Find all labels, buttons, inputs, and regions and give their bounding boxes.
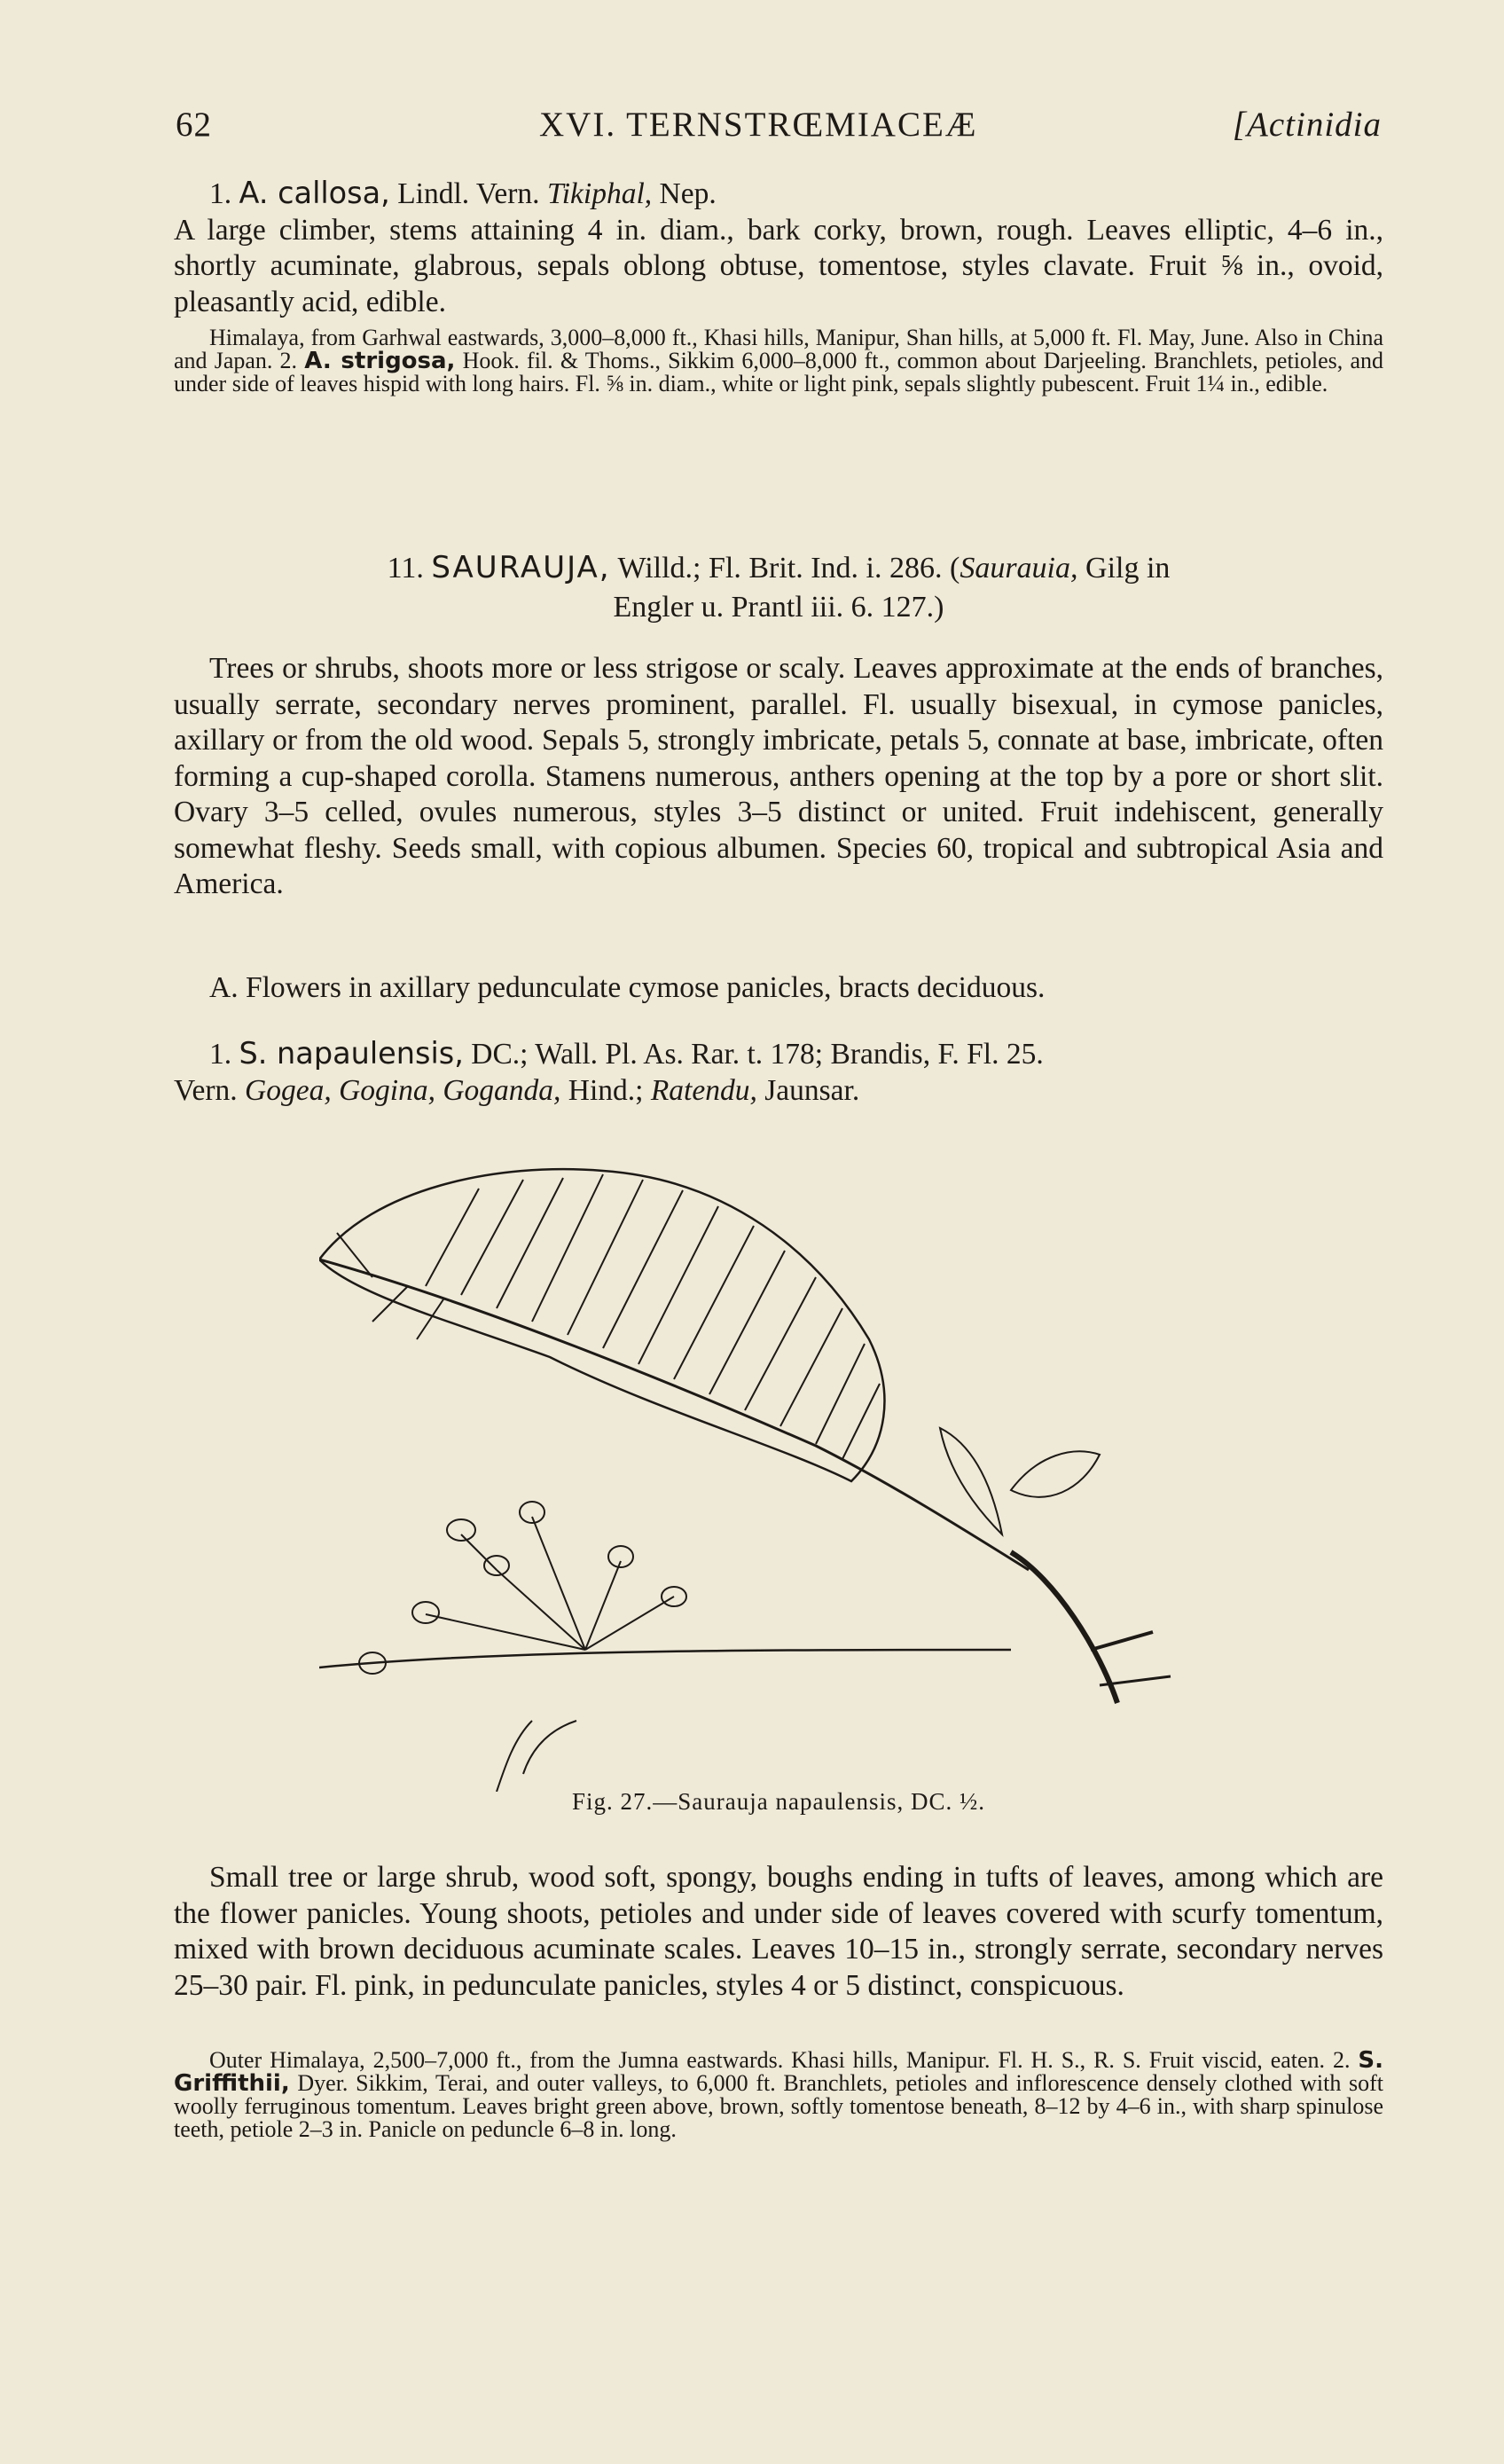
strigosa-name: A. strigosa,: [304, 348, 456, 374]
genus-tag: [Actinidia: [1232, 106, 1382, 144]
napaulensis-distribution-text: Outer Himalaya, 2,500–7,000 ft., from the Jumna eastwards. Khasi hills, Manipur. Fl. H. S., R. S. Fruit viscid, eaten. 2.: [209, 2047, 1359, 2073]
callosa-distribution: [174, 326, 1383, 396]
genus-reference-2: Gilg in: [1077, 552, 1171, 585]
species-name: A. callosa,: [239, 176, 390, 210]
griffithii-name: S. Griffithii,: [174, 2047, 1383, 2097]
species-author: Lindl. Vern.: [389, 177, 547, 210]
vernacular-region: Nep.: [652, 177, 717, 210]
vernacular-name: Tikiphal,: [546, 177, 653, 210]
callosa-description: [174, 176, 1383, 320]
genus-reference: Willd.; Fl. Brit. Ind. i. 286. (: [610, 552, 960, 585]
napaulensis-description: [174, 1860, 1383, 2004]
genus-name: SAURAUJA,: [431, 550, 611, 585]
page-header: [176, 105, 1382, 158]
vern-region: Hind.;: [560, 1073, 651, 1107]
napaulensis-heading: [174, 1036, 1383, 1109]
figure-caption: Fig. 27.—Saurauja napaulensis, DC. ½.: [572, 1788, 985, 1815]
vern-prefix: Vern.: [174, 1073, 246, 1107]
botanical-illustration: [319, 1153, 1295, 1792]
napaulensis-name: S. napaulensis,: [239, 1036, 464, 1071]
genus-heading: [174, 548, 1383, 627]
species-number: 1.: [209, 177, 232, 210]
vern-end: Jaunsar.: [756, 1073, 860, 1107]
vern-names: Gogea, Gogina, Goganda,: [245, 1073, 561, 1107]
callosa-text: A large climber, stems attaining 4 in. diam., bark corky, brown, rough. Leaves elliptic, 4–6 in., shortly acuminate, glabrous, sepals oblong obtuse, tomentose, styles clavate. Fruit ⅝ in., ovoid, pleasantly acid, edible.: [174, 213, 1383, 318]
species-number-2: 1.: [209, 1038, 239, 1071]
genus-alt-name: Saurauia,: [960, 552, 1078, 585]
griffithii-text: Dyer. Sikkim, Terai, and outer valleys, to 6,000 ft. Branchlets, petioles and inflorescence densely clothed with soft woolly ferruginous tomentum. Leaves bright green above, brown, softly tomentose beneath, 8–12 by 4–6 in., with sharp spinulose teeth, petiole 2–3 in. Panicle on peduncle 6–8 in. long.: [174, 2070, 1383, 2142]
genus-description: [174, 651, 1383, 903]
napaulensis-description-text: Small tree or large shrub, wood soft, spongy, boughs ending in tufts of leaves, among which are the flower panicles. Young shoots, petioles and under side of leaves covered with scurfy tomentum, mixed with brown deciduous acuminate scales. Leaves 10–15 in., strongly serrate, secondary nerves 25–30 pair. Fl. pink, in pedunculate panicles, styles 4 or 5 distinct, conspicuous.: [174, 1861, 1383, 2002]
napaulensis-reference: DC.; Wall. Pl. As. Rar. t. 178; Brandis, F. Fl. 25.: [463, 1038, 1044, 1071]
vern-ratendu: Ratendu,: [650, 1073, 757, 1107]
section-a-text: A. Flowers in axillary pedunculate cymose panicles, bracts deciduous.: [209, 971, 1046, 1004]
section-a: [174, 970, 1383, 1007]
napaulensis-distribution: [174, 2049, 1383, 2141]
distribution-text: Himalaya, from Garhwal eastwards, 3,000–8,000 ft., Khasi hills, Manipur, Shan hills, at 5,000 ft. Fl. May, June. Also in China and Japan. 2.: [174, 325, 1383, 373]
distribution-text-2: Hook. fil. & Thoms., Sikkim 6,000–8,000 ft., common about Darjeeling. Branchlets, petioles, and under side of leaves hispid with long hairs. Fl. ⅝ in. diam., white or light pink, sepals slightly pubescent. Fruit 1¼ in., edible.: [174, 348, 1383, 396]
page-number: 62: [176, 106, 212, 144]
genus-reference-3: Engler u. Prantl iii. 6. 127.): [613, 591, 944, 624]
genus-description-text: Trees or shrubs, shoots more or less strigose or scaly. Leaves approximate at the ends of branches, usually serrate, secondary nerves prominent, parallel. Fl. usually bisexual, in cymose panicles, axillary or from the old wood. Sepals 5, strongly imbricate, petals 5, connate at base, imbricate, often forming a cup-shaped corolla. Stamens numerous, anthers opening at the top by a pore or short slit. Ovary 3–5 celled, ovules numerous, styles 3–5 distinct or united. Fruit indehiscent, generally somewhat fleshy. Seeds small, with copious albumen. Species 60, tropical and subtropical Asia and America.: [174, 652, 1383, 900]
running-title: XVI. TERNSTRŒMIACEÆ: [539, 106, 978, 144]
genus-number: 11.: [387, 552, 432, 585]
